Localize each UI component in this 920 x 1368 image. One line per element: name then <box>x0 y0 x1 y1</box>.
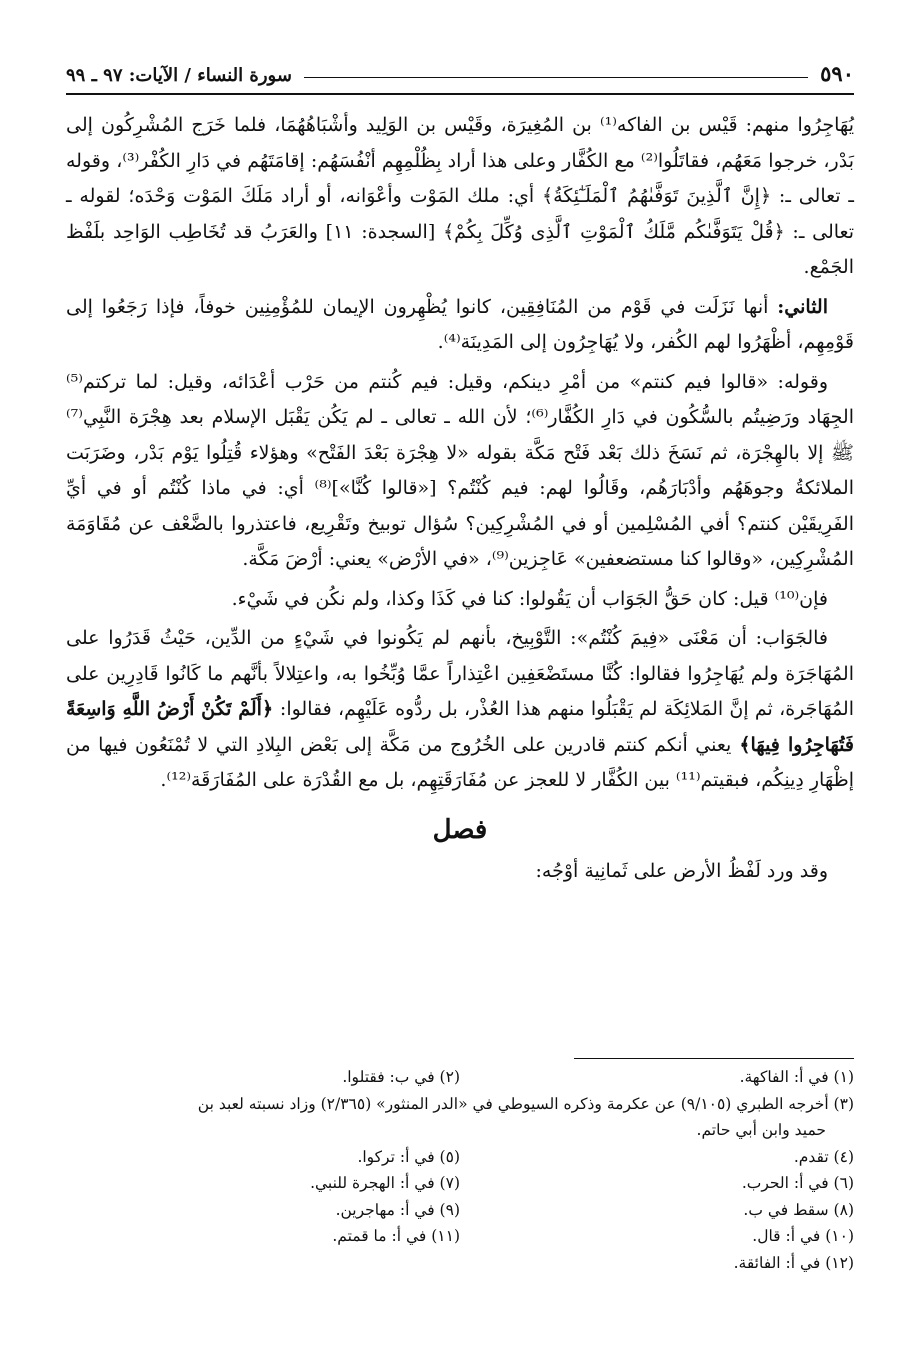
footnote-rule <box>574 1058 854 1059</box>
footnote-2: (٢) في ب: فقتلوا. <box>342 1068 460 1086</box>
footnote-row <box>66 1250 854 1277</box>
section-heading: فصل <box>432 814 488 845</box>
paragraph-5 <box>66 621 854 799</box>
header-dash-line <box>304 77 808 78</box>
footnote-6: (٦) في أ: الحرب. <box>741 1174 854 1192</box>
footnote-5: (٥) في أ: تركوا. <box>357 1147 460 1166</box>
paragraph-2-text: أنها نَزَلَت في قَوْم من المُنَافِقِين، كانوا يُظْهِرون الإيمان للمُؤْمِنِين خوفاً، فإذا رَجَعُوا إلى قَوْمِهِم، أظْهَرُوا لهم الكُفر، ولا يُهَاجِرُون إلى المَدِينَة⁽⁴⁾. <box>66 295 854 353</box>
footnote-11: (١١) في أ: ما قمتم. <box>332 1227 460 1245</box>
footnote-row <box>66 1170 854 1197</box>
footnote-8: (٨) سقط في ب. <box>743 1200 854 1219</box>
paragraph-5-end: يعني أنكم كنتم قادرين على الخُرُوج من مَكَّة إلى بَعْض البِلادِ التي لا تُمْنَعُون فيها من إظْهَارِ دِينِكُم، فبقيتم⁽¹¹⁾ بين الكُفَّار لا للعجز عن مُفَارَقَتِهِم، بل مع القُدْرَة على المُفَارَقَة⁽¹²⁾. <box>66 733 854 791</box>
quran-verse: ﴿أَلَمْ تَكُنْ أَرْضُ اللَّهِ وَاسِعَةً فَتُهَاجِرُوا فِيهَا﴾ <box>66 698 854 756</box>
running-header <box>66 52 854 90</box>
paragraph-3: وقوله: «قالوا فيم كنتم» من أمْرِ دينكم، وقيل: فيم كُنتم من حَرْب أعْدَائه، وقيل: لما تركتم⁽⁵⁾ الجِهَاد ورَضِيتُم بالسُّكُون في دَارِ الكُفَّار⁽⁶⁾؛ لأن الله ـ تعالى ـ لم يَكُن يَقْبَل الإسلام بعد هِجْرَة النَّبِي⁽⁷⁾ ﷺ إلا بالهِجْرَة، ثم نَسَخَ ذلك بَعْد فَتْح مَكَّة بقوله «لا هِجْرَة بَعْدَ الفَتْح» وهؤلاء قُتِلُوا يَوْم بَدْر، وضَرَبَت الملائكةُ وجوهَهُم وأدْبَارَهُم، وقَالُوا لهم: فيم كُنْتُم؟ [«قالوا كُنَّا»]⁽⁸⁾ أي: في ماذا كُنْتُم أو في أيِّ الفَرِيقَيْن كنتم؟ أفي المُسْلِمين أو في المُشْرِكِين؟ سُؤال توبيخ وتَقْرِيع، فاعتذروا بالضَّعْف عن مُقَاوَمَة المُشْرِكِين، «وقالوا كنا مستضعفين» عَاجِزين⁽⁹⁾، «في الأرْض» يعني: أرْضَ مَكَّة. <box>66 370 854 570</box>
footnote-9: (٩) في أ: مهاجرين. <box>335 1200 460 1219</box>
page-number: ٥٩٠ <box>820 61 854 86</box>
main-text <box>66 108 854 894</box>
footnote-1: (١) في أ: الفاكهة. <box>739 1068 854 1086</box>
paragraph-2 <box>66 290 854 361</box>
footnote-row <box>66 1144 854 1171</box>
paragraph-5-text: فالجَوَاب: أن مَعْنَى «فِيمَ كُنْتُم»: التَّوْبِيخ، بأنهم لم يَكُونوا في شَيْءٍ من الدِّين، حَيْثُ قَدَرُوا على المُهَاجَرَة ولم يُهَاجِرُوا فقالوا: كُنَّا مستَضْعَفِين اعْتِذاراً عمَّا وُبِّخُوا به، واعتِلالاً بأنَّهم ما كَانُوا قَادِرِين على المُهَاجَرة، ثم إنَّ المَلائِكَة لم يَقْبَلُوا منهم هذا العُذْر، بل ردُّوه عَلَيْهِم، فقالوا: <box>66 627 855 720</box>
footnote-4: (٤) تقدم. <box>793 1147 854 1166</box>
footnotes <box>66 1064 854 1276</box>
footnote-12: (١٢) في أ: الفائقة. <box>733 1253 854 1272</box>
footnote-row <box>66 1064 854 1091</box>
paragraph-1: يُهَاجِرُوا منهم: قَيْس بن الفاكه⁽¹⁾ بن المُغِيرَة، وقَيْس بن الوَلِيد وأشْبَاهُهُمَا، فلما خَرَج المُشْرِكُون إلى بَدْر، خرجوا مَعَهُم، فقاتَلُوا⁽²⁾ مع الكُفَّار وعلى هذا أراد بِظُلْمِهِم أنْفُسَهُم: إقامَتَهُم في دَارِ الكُفْر⁽³⁾، وقوله ـ تعالى ـ: ﴿إِنَّ ٱلَّذِينَ تَوَفَّىٰهُمُ ٱلْمَلَـٰٓئِكَةُ﴾ أي: ملك المَوْت وأعْوَانه، أو أراد مَلَكَ المَوْت وَحْدَه؛ لقوله ـ تعالى ـ: ﴿قُلْ يَتَوَفَّىٰكُم مَّلَكُ ٱلْمَوْتِ ٱلَّذِى وُكِّلَ بِكُمْ﴾ [السجدة: ١١] والعَرَبُ قد تُخَاطِب الوَاحِد بلَفْظ الجَمْع. <box>66 114 854 278</box>
header-rule <box>66 93 854 95</box>
footnote-row <box>66 1197 854 1224</box>
footnote-3-continued: حميد وابن أبي حاتم. <box>696 1121 826 1139</box>
footnote-3: (٣) أخرجه الطبري (٩/١٠٥) عن عكرمة وذكره السيوطي في «الدر المنثور» (٢/٣٦٥) وزاد نسبته لعبد بن <box>197 1094 854 1113</box>
footnote-7: (٧) في أ: الهجرة للنبي. <box>310 1174 460 1192</box>
paragraph-4: فإن⁽¹⁰⁾ قيل: كان حَقُّ الجَوَاب أن يَقُولوا: كنا في كَذَا وكذا، ولم نكُن في شَيْء. <box>231 587 828 610</box>
footnote-10: (١٠) في أ: قال. <box>752 1227 854 1245</box>
paragraph-2-lead: الثاني: <box>777 295 828 318</box>
footnote-row <box>66 1223 854 1250</box>
paragraph-6: وقد ورد لَفْظُ الأرض على ثَمانِية أوْجُه: <box>535 860 828 882</box>
running-title: سورة النساء / الآيات: ٩٧ ـ ٩٩ <box>66 65 292 86</box>
